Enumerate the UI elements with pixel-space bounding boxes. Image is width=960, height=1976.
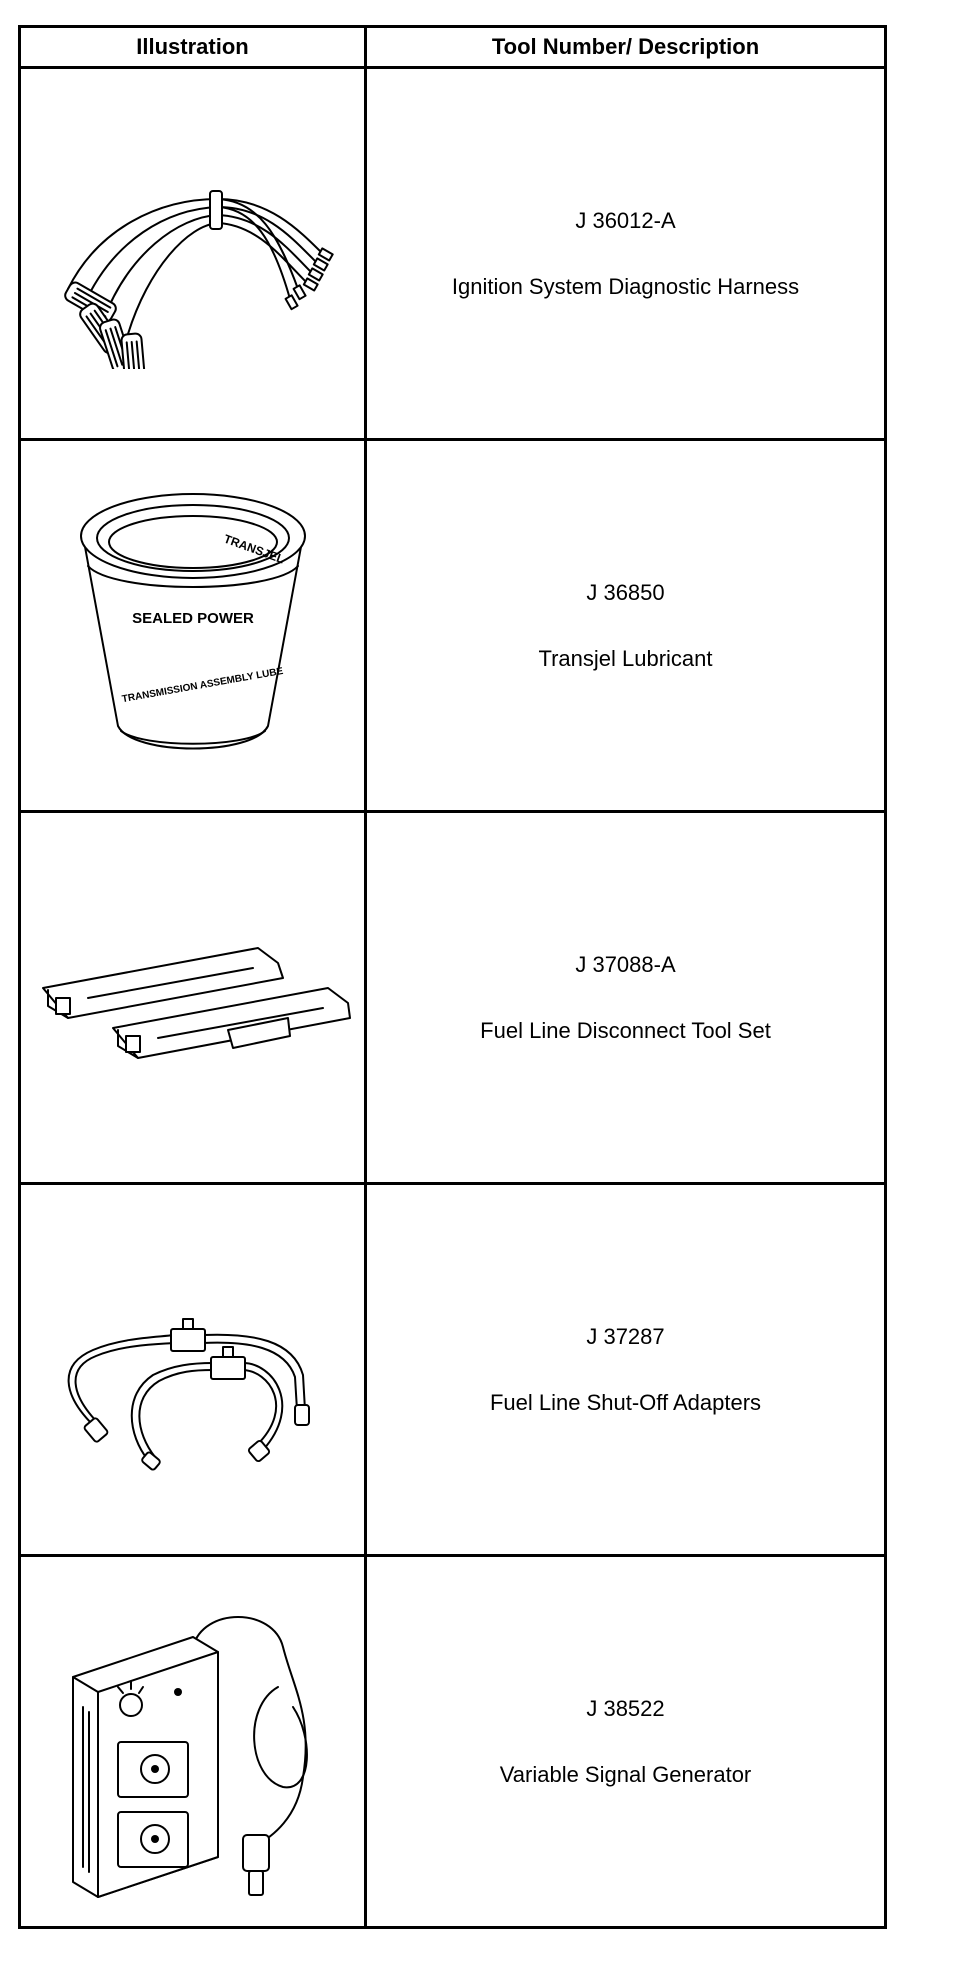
tool-description: Transjel Lubricant (538, 645, 713, 671)
table-row (20, 1184, 886, 1556)
disconnect-tool-icon (28, 918, 358, 1078)
tool-description: Variable Signal Generator (499, 1761, 752, 1787)
illustration-cell (20, 440, 366, 812)
tool-description-cell (366, 1556, 886, 1928)
lower-label: TRANSMISSION ASSEMBLY LUBE (120, 665, 284, 705)
table-row (20, 812, 886, 1184)
tool-number: J 38522 (586, 1695, 665, 1721)
tool-description: Fuel Line Disconnect Tool Set (480, 1017, 771, 1043)
illustration-cell (20, 68, 366, 440)
lubricant-tub-icon (43, 476, 343, 776)
band-label: SEALED POWER (131, 609, 254, 627)
signal-generator-icon (43, 1577, 343, 1907)
illustration-cell (20, 1556, 366, 1928)
illustration-cell (20, 1184, 366, 1556)
table-row (20, 68, 886, 440)
tool-description: Ignition System Diagnostic Harness (451, 273, 800, 299)
tool-table (18, 25, 887, 1929)
table-row (20, 440, 886, 812)
tool-number: J 36850 (586, 579, 665, 605)
table-header-row (20, 27, 886, 68)
header-tool-description: Tool Number/ Description (366, 27, 886, 68)
tool-number: J 36012-A (575, 207, 676, 233)
tool-number: J 37287 (586, 1323, 665, 1349)
lid-label: TRANSJEL (221, 531, 286, 566)
tool-description: Fuel Line Shut-Off Adapters (489, 1389, 762, 1415)
tool-description-cell (366, 440, 886, 812)
table-row (20, 1556, 886, 1928)
header-illustration: Illustration (20, 27, 366, 68)
illustration-cell (20, 812, 366, 1184)
harness-icon (28, 139, 358, 369)
shutoff-adapter-icon (33, 1255, 353, 1485)
tool-description-cell (366, 812, 886, 1184)
tool-description-cell (366, 68, 886, 440)
tool-number: J 37088-A (575, 951, 676, 977)
tool-description-cell (366, 1184, 886, 1556)
